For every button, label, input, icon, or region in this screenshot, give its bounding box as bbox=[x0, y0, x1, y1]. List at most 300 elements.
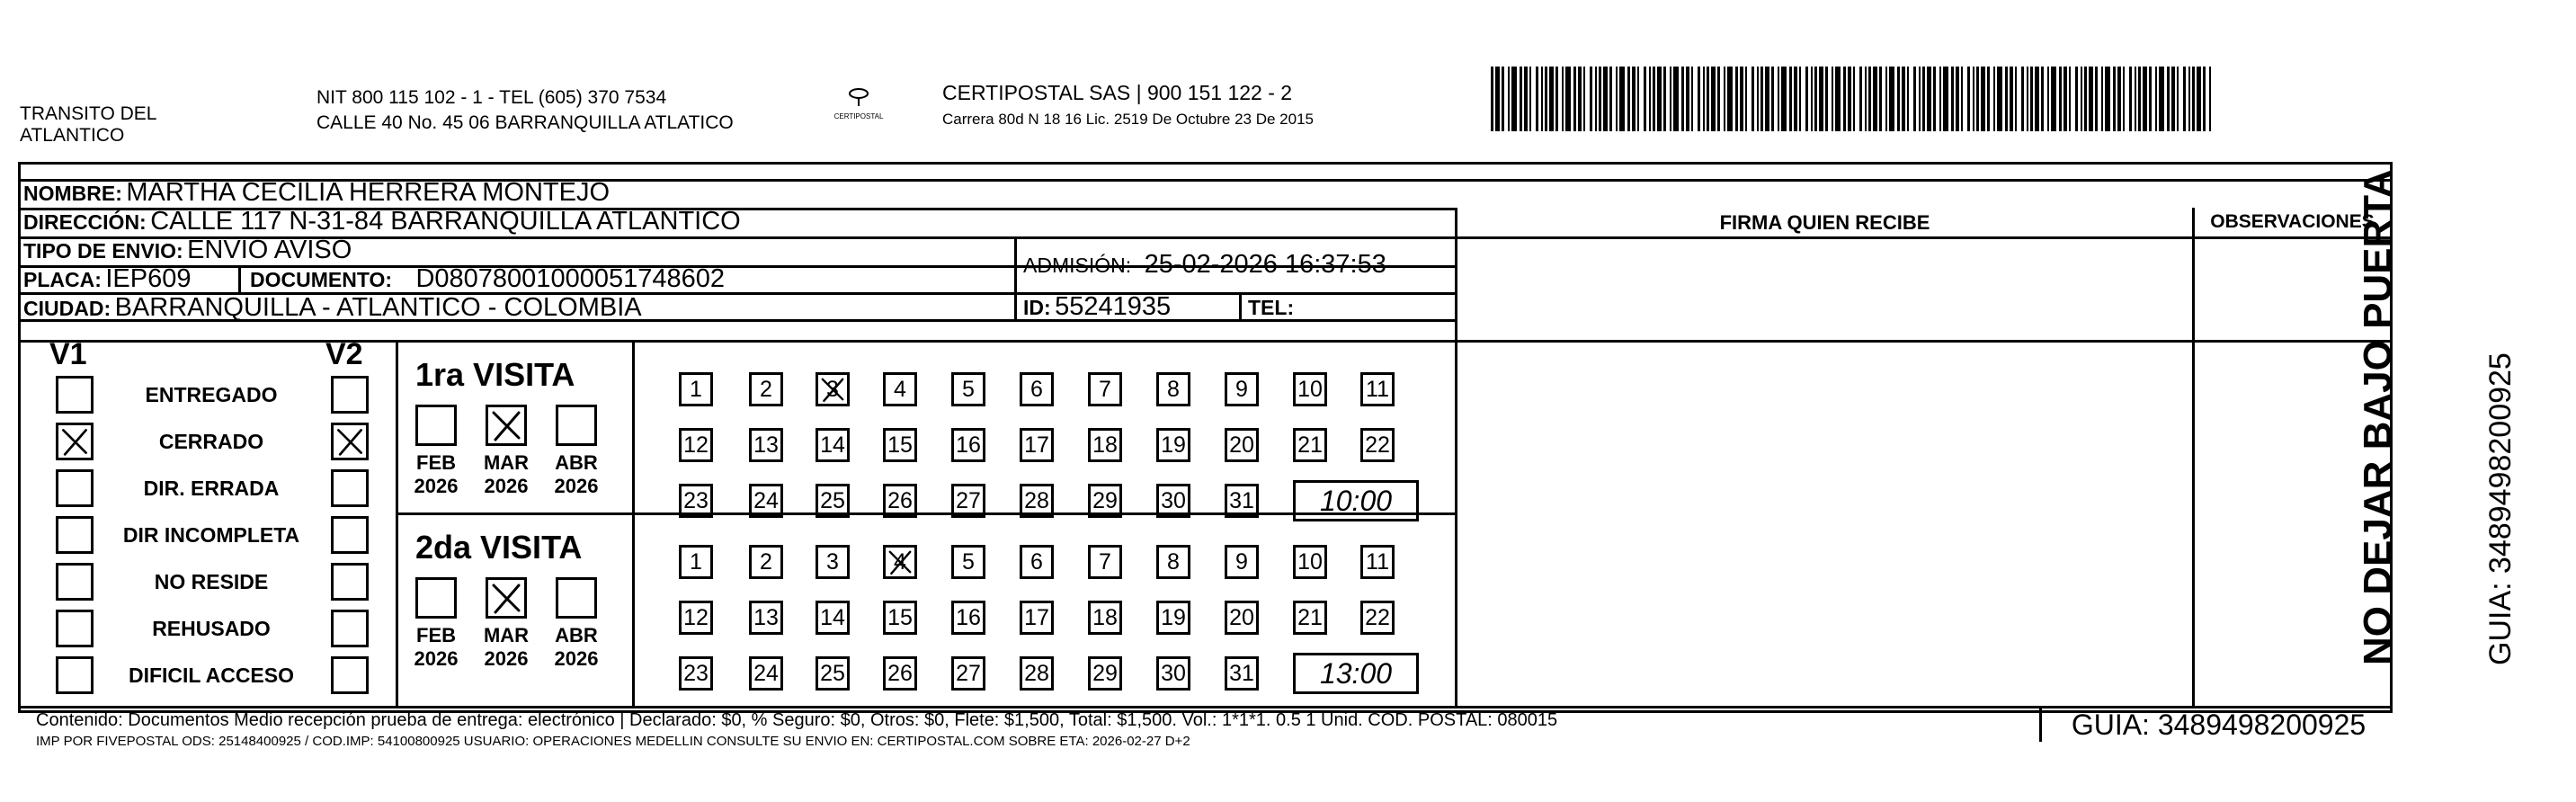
day-number: 25 bbox=[820, 487, 845, 513]
month-checkbox[interactable] bbox=[486, 577, 527, 619]
day-number: 17 bbox=[1024, 432, 1049, 458]
tipo-value: ENVIO AVISO bbox=[187, 236, 352, 264]
day-number: 25 bbox=[820, 660, 845, 686]
day-box-30[interactable] bbox=[1156, 656, 1190, 691]
v1-checkbox[interactable] bbox=[56, 516, 94, 554]
col-line bbox=[2039, 706, 2042, 742]
month-year: 2026 bbox=[484, 647, 529, 670]
barcode bbox=[1491, 67, 2217, 131]
month-name: FEB bbox=[416, 451, 456, 474]
month-name: MAR bbox=[483, 451, 530, 474]
day-number: 23 bbox=[683, 487, 709, 513]
barcode-bar bbox=[2183, 67, 2186, 131]
day-box-14[interactable] bbox=[816, 601, 850, 635]
v2-checkbox[interactable] bbox=[331, 516, 369, 554]
barcode-bar bbox=[1562, 67, 1564, 131]
barcode-bar bbox=[1578, 67, 1582, 131]
day-number: 31 bbox=[1229, 487, 1254, 513]
day-number: 16 bbox=[956, 604, 981, 630]
col-line bbox=[2192, 208, 2195, 708]
status-option-label: DIFICIL ACCESO bbox=[128, 664, 294, 687]
barcode-bar bbox=[1649, 67, 1651, 131]
v2-checkbox[interactable] bbox=[331, 469, 369, 507]
day-box-22[interactable] bbox=[1360, 601, 1395, 635]
barcode-bar bbox=[1573, 67, 1576, 131]
barcode-bar bbox=[2063, 67, 2067, 131]
time-box[interactable]: 10:00 bbox=[1293, 480, 1419, 521]
day-box-7[interactable] bbox=[1088, 372, 1122, 406]
barcode-bar bbox=[2113, 67, 2116, 131]
v1-checkbox[interactable] bbox=[56, 656, 94, 694]
day-number: 9 bbox=[1235, 548, 1248, 575]
barcode-bar bbox=[1943, 67, 1948, 131]
barcode-bar bbox=[1973, 67, 1974, 131]
company-address: Carrera 80d N 18 16 Lic. 2519 De Octubre 23 De 2015 bbox=[942, 111, 1314, 128]
barcode-bar bbox=[2051, 67, 2056, 131]
v1-label: V1 bbox=[49, 337, 87, 371]
barcode-bar bbox=[2167, 67, 2170, 131]
barcode-bar bbox=[1919, 67, 1921, 131]
month-year: 2026 bbox=[554, 647, 599, 670]
day-number: 31 bbox=[1229, 660, 1254, 686]
day-box-16[interactable] bbox=[951, 428, 985, 462]
day-number: 15 bbox=[887, 432, 913, 458]
check-mark-icon bbox=[488, 407, 524, 443]
barcode-bar bbox=[1794, 67, 1797, 131]
day-number: 23 bbox=[683, 660, 709, 686]
day-box-2[interactable] bbox=[749, 545, 783, 579]
day-number: 4 bbox=[894, 548, 906, 575]
barcode-bar bbox=[1511, 67, 1517, 131]
ciudad-value: BARRANQUILLA - ATLANTICO - COLOMBIA bbox=[114, 293, 642, 322]
day-box-8[interactable] bbox=[1156, 545, 1190, 579]
day-box-29[interactable] bbox=[1088, 656, 1122, 691]
v2-checkbox[interactable] bbox=[331, 376, 369, 414]
barcode-bar bbox=[1491, 67, 1493, 131]
barcode-bar bbox=[1879, 67, 1882, 131]
barcode-bar bbox=[1637, 67, 1639, 131]
barcode-bar bbox=[1859, 67, 1862, 131]
barcode-bar bbox=[2117, 67, 2121, 131]
barcode-bar bbox=[2095, 67, 2098, 131]
day-box-4[interactable] bbox=[883, 545, 917, 579]
day-number: 3 bbox=[826, 376, 839, 402]
month-name: ABR bbox=[555, 451, 598, 474]
barcode-bar bbox=[1595, 67, 1597, 131]
direccion-label: DIRECCIÓN: bbox=[23, 210, 147, 234]
barcode-bar bbox=[2123, 67, 2125, 131]
day-number: 21 bbox=[1297, 432, 1323, 458]
day-box-10[interactable] bbox=[1293, 545, 1327, 579]
day-box-9[interactable] bbox=[1225, 545, 1259, 579]
day-number: 10 bbox=[1297, 548, 1323, 575]
day-number: 3 bbox=[826, 548, 839, 575]
barcode-bar bbox=[1663, 67, 1666, 131]
barcode-bar bbox=[1735, 67, 1738, 131]
barcode-bar bbox=[1555, 67, 1558, 131]
status-option-label: CERRADO bbox=[158, 430, 264, 453]
company-name: CERTIPOSTAL SAS | 900 151 122 - 2 bbox=[942, 81, 1293, 104]
day-box-22[interactable] bbox=[1360, 428, 1395, 462]
day-number: 12 bbox=[683, 432, 709, 458]
certipostal-logo bbox=[827, 86, 890, 120]
admision-value: 25-02-2026 16:37:53 bbox=[1144, 250, 1386, 279]
day-box-13[interactable] bbox=[749, 601, 783, 635]
check-mark-icon bbox=[818, 375, 847, 404]
day-box-25[interactable] bbox=[816, 656, 850, 691]
side-guia: GUIA: 3489498200925 bbox=[2483, 352, 2518, 665]
day-number: 26 bbox=[887, 487, 913, 513]
day-number: 24 bbox=[753, 660, 779, 686]
day-box-24[interactable] bbox=[749, 484, 783, 518]
day-box-13[interactable] bbox=[749, 428, 783, 462]
day-box-14[interactable] bbox=[816, 428, 850, 462]
day-box-25[interactable] bbox=[816, 484, 850, 518]
barcode-bar bbox=[1590, 67, 1592, 131]
barcode-bar bbox=[1885, 67, 1887, 131]
documento-label: DOCUMENTO: bbox=[250, 268, 393, 291]
tipo-label: TIPO DE ENVIO: bbox=[23, 239, 183, 263]
barcode-bar bbox=[1545, 67, 1547, 131]
month-label bbox=[475, 451, 538, 498]
status-option-label: DIR INCOMPLETA bbox=[122, 523, 300, 547]
day-number: 5 bbox=[962, 548, 975, 575]
day-box-1[interactable] bbox=[679, 372, 713, 406]
month-checkbox[interactable] bbox=[556, 577, 597, 619]
day-number: 28 bbox=[1024, 660, 1049, 686]
day-number: 6 bbox=[1030, 548, 1043, 575]
v2-checkbox[interactable] bbox=[331, 610, 369, 647]
day-number: 20 bbox=[1229, 604, 1254, 630]
visit-title: 2da VISITA bbox=[415, 529, 583, 566]
barcode-bar bbox=[2209, 67, 2211, 131]
check-mark-icon bbox=[334, 425, 366, 458]
day-number: 2 bbox=[760, 376, 772, 402]
day-number: 12 bbox=[683, 604, 709, 630]
firma-header: FIRMA QUIEN RECIBE bbox=[1719, 211, 1930, 234]
ciudad-label: CIUDAD: bbox=[23, 297, 111, 320]
barcode-bar bbox=[1805, 67, 1808, 131]
barcode-bar bbox=[1599, 67, 1601, 131]
day-box-4[interactable] bbox=[883, 372, 917, 406]
barcode-bar bbox=[1502, 67, 1504, 131]
barcode-bar bbox=[2047, 67, 2049, 131]
col-line bbox=[1239, 292, 1242, 319]
barcode-bar bbox=[2101, 67, 2103, 131]
day-number: 18 bbox=[1092, 432, 1118, 458]
day-number: 7 bbox=[1099, 548, 1111, 575]
barcode-bar bbox=[2159, 67, 2164, 131]
day-number: 26 bbox=[887, 660, 913, 686]
barcode-bar bbox=[1835, 67, 1841, 131]
barcode-bar bbox=[2089, 67, 2093, 131]
day-number: 1 bbox=[690, 376, 702, 402]
barcode-bar bbox=[1707, 67, 1709, 131]
day-number: 22 bbox=[1365, 604, 1390, 630]
day-box-29[interactable] bbox=[1088, 484, 1122, 518]
barcode-bar bbox=[1868, 67, 1871, 131]
day-box-23[interactable] bbox=[679, 656, 713, 691]
day-box-1[interactable] bbox=[679, 545, 713, 579]
day-number: 8 bbox=[1167, 548, 1180, 575]
placa-cell bbox=[23, 264, 191, 294]
col-line bbox=[396, 340, 398, 708]
check-mark-icon bbox=[886, 548, 914, 576]
day-box-15[interactable] bbox=[883, 601, 917, 635]
barcode-bar bbox=[1939, 67, 1941, 131]
col-line bbox=[1455, 208, 1457, 708]
day-box-12[interactable] bbox=[679, 601, 713, 635]
barcode-bar bbox=[1698, 67, 1700, 131]
day-number: 27 bbox=[956, 487, 981, 513]
barcode-bar bbox=[1951, 67, 1954, 131]
day-box-23[interactable] bbox=[679, 484, 713, 518]
day-box-21[interactable] bbox=[1293, 428, 1327, 462]
v1-checkbox[interactable] bbox=[56, 376, 94, 414]
day-box-3[interactable] bbox=[816, 372, 850, 406]
barcode-bar bbox=[1727, 67, 1733, 131]
day-box-7[interactable] bbox=[1088, 545, 1122, 579]
barcode-bar bbox=[1724, 67, 1725, 131]
v2-checkbox[interactable] bbox=[331, 563, 369, 601]
day-number: 30 bbox=[1161, 487, 1186, 513]
day-box-28[interactable] bbox=[1020, 484, 1054, 518]
day-number: 19 bbox=[1161, 432, 1186, 458]
barcode-bar bbox=[1703, 67, 1705, 131]
day-number: 5 bbox=[962, 376, 975, 402]
month-year: 2026 bbox=[484, 475, 529, 497]
month-label bbox=[475, 624, 538, 671]
barcode-bar bbox=[1907, 67, 1909, 131]
day-number: 18 bbox=[1092, 604, 1118, 630]
barcode-bar bbox=[1686, 67, 1689, 131]
day-box-26[interactable] bbox=[883, 484, 917, 518]
barcode-bar bbox=[1673, 67, 1679, 131]
day-number: 20 bbox=[1229, 432, 1254, 458]
barcode-bar bbox=[1529, 67, 1531, 131]
day-number: 29 bbox=[1092, 487, 1118, 513]
barcode-bar bbox=[2084, 67, 2087, 131]
day-box-31[interactable] bbox=[1225, 484, 1259, 518]
day-number: 24 bbox=[753, 487, 779, 513]
day-box-19[interactable] bbox=[1156, 601, 1190, 635]
barcode-bar bbox=[1865, 67, 1867, 131]
day-box-6[interactable] bbox=[1020, 372, 1054, 406]
placa-value: IEP609 bbox=[105, 264, 192, 293]
tipo-row bbox=[23, 236, 352, 265]
id-cell bbox=[1023, 292, 1171, 322]
barcode-bar bbox=[1632, 67, 1636, 131]
status-option-label: DIR. ERRADA bbox=[143, 477, 280, 500]
month-year: 2026 bbox=[414, 647, 459, 670]
day-number: 8 bbox=[1167, 376, 1180, 402]
barcode-bar bbox=[1549, 67, 1554, 131]
barcode-bar bbox=[1760, 67, 1763, 131]
barcode-bar bbox=[1967, 67, 1970, 131]
barcode-bar bbox=[1670, 67, 1671, 131]
barcode-bar bbox=[1609, 67, 1612, 131]
barcode-bar bbox=[2143, 67, 2147, 131]
barcode-bar bbox=[1897, 67, 1900, 131]
barcode-bar bbox=[1653, 67, 1655, 131]
day-box-18[interactable] bbox=[1088, 428, 1122, 462]
v1-checkbox[interactable] bbox=[56, 469, 94, 507]
status-option-label: ENTREGADO bbox=[145, 383, 278, 406]
footer-line bbox=[18, 706, 2393, 708]
day-box-21[interactable] bbox=[1293, 601, 1327, 635]
barcode-bar bbox=[1711, 67, 1716, 131]
barcode-bar bbox=[1976, 67, 1979, 131]
day-box-9[interactable] bbox=[1225, 372, 1259, 406]
barcode-bar bbox=[2105, 67, 2110, 131]
placa-label: PLACA: bbox=[23, 268, 102, 291]
sender-nit: NIT 800 115 102 - 1 - TEL (605) 370 7534 bbox=[316, 87, 667, 108]
day-number: 11 bbox=[1366, 376, 1389, 402]
day-number: 6 bbox=[1030, 376, 1043, 402]
day-box-26[interactable] bbox=[883, 656, 917, 691]
logo-text: CERTIPOSTAL bbox=[833, 112, 884, 120]
barcode-bar bbox=[1853, 67, 1855, 131]
documento-cell bbox=[250, 264, 725, 294]
day-box-5[interactable] bbox=[951, 372, 985, 406]
day-box-12[interactable] bbox=[679, 428, 713, 462]
barcode-bar bbox=[1781, 67, 1787, 131]
barcode-bar bbox=[1603, 67, 1608, 131]
month-checkbox[interactable] bbox=[415, 405, 457, 446]
day-box-28[interactable] bbox=[1020, 656, 1054, 691]
barcode-bar bbox=[1789, 67, 1792, 131]
barcode-bar bbox=[2041, 67, 2044, 131]
day-box-11[interactable] bbox=[1360, 545, 1395, 579]
day-number: 29 bbox=[1092, 660, 1118, 686]
documento-value: D08078001000051748602 bbox=[415, 264, 725, 293]
col-line bbox=[238, 265, 241, 294]
barcode-bar bbox=[2177, 67, 2179, 131]
barcode-bar bbox=[1717, 67, 1720, 131]
day-number: 15 bbox=[887, 604, 913, 630]
barcode-bar bbox=[2155, 67, 2157, 131]
barcode-bar bbox=[1987, 67, 1990, 131]
barcode-bar bbox=[1799, 67, 1801, 131]
day-number: 13 bbox=[753, 432, 779, 458]
day-box-17[interactable] bbox=[1020, 428, 1054, 462]
visit-title: 1ra VISITA bbox=[415, 356, 575, 393]
status-option-label: REHUSADO bbox=[152, 617, 271, 640]
day-box-24[interactable] bbox=[749, 656, 783, 691]
day-box-8[interactable] bbox=[1156, 372, 1190, 406]
day-number: 11 bbox=[1366, 548, 1389, 575]
logo-icon bbox=[845, 86, 872, 108]
barcode-bar bbox=[1508, 67, 1510, 131]
nombre-value: MARTHA CECILIA HERRERA MONTEJO bbox=[126, 178, 611, 207]
v1-checkbox[interactable] bbox=[56, 423, 94, 460]
barcode-bar bbox=[1927, 67, 1931, 131]
day-box-17[interactable] bbox=[1020, 601, 1054, 635]
day-box-2[interactable] bbox=[749, 372, 783, 406]
barcode-bar bbox=[1993, 67, 1995, 131]
barcode-bar bbox=[1902, 67, 1905, 131]
v1-checkbox[interactable] bbox=[56, 563, 94, 601]
barcode-bar bbox=[1495, 67, 1500, 131]
ciudad-cell bbox=[23, 293, 642, 323]
barcode-bar bbox=[1873, 67, 1877, 131]
barcode-bar bbox=[1536, 67, 1538, 131]
row-line bbox=[18, 340, 2393, 343]
day-box-27[interactable] bbox=[951, 656, 985, 691]
day-box-20[interactable] bbox=[1225, 428, 1259, 462]
sender-address: CALLE 40 No. 45 06 BARRANQUILLA ATLATICO bbox=[316, 112, 734, 133]
day-number: 1 bbox=[690, 548, 702, 575]
admision-cell bbox=[1023, 250, 1386, 280]
check-mark-icon bbox=[488, 580, 524, 616]
barcode-bar bbox=[2081, 67, 2082, 131]
row-line bbox=[18, 236, 2393, 239]
day-number: 7 bbox=[1099, 376, 1111, 402]
org-name-line1: TRANSITO DEL bbox=[20, 103, 157, 124]
day-box-18[interactable] bbox=[1088, 601, 1122, 635]
month-year: 2026 bbox=[414, 475, 459, 497]
day-number: 22 bbox=[1365, 432, 1390, 458]
barcode-bar bbox=[1691, 67, 1693, 131]
barcode-bar bbox=[2010, 67, 2013, 131]
nombre-row bbox=[23, 178, 610, 208]
barcode-bar bbox=[2171, 67, 2175, 131]
barcode-bar bbox=[1832, 67, 1833, 131]
day-box-27[interactable] bbox=[951, 484, 985, 518]
barcode-bar bbox=[2035, 67, 2039, 131]
form-frame bbox=[18, 162, 2393, 713]
day-number: 4 bbox=[894, 376, 906, 402]
footer-contenido: Contenido: Documentos Medio recepción prueba de entrega: electrónico | Declarado: $0, % Seguro: $0, Otros: $0, Flete: $1,500, Total: $1,500. Vol.: 1*1*1. 0.5 1 Unid. COD. POSTAL: 080015 bbox=[36, 710, 1558, 730]
direccion-row bbox=[23, 207, 741, 236]
day-box-15[interactable] bbox=[883, 428, 917, 462]
nombre-label: NOMBRE: bbox=[23, 182, 122, 205]
v2-checkbox[interactable] bbox=[331, 423, 369, 460]
day-box-20[interactable] bbox=[1225, 601, 1259, 635]
barcode-bar bbox=[1771, 67, 1774, 131]
day-box-11[interactable] bbox=[1360, 372, 1395, 406]
month-checkbox[interactable] bbox=[415, 577, 457, 619]
barcode-bar bbox=[2015, 67, 2017, 131]
org-name bbox=[20, 103, 156, 147]
barcode-bar bbox=[1541, 67, 1543, 131]
day-box-5[interactable] bbox=[951, 545, 985, 579]
day-box-16[interactable] bbox=[951, 601, 985, 635]
month-name: ABR bbox=[555, 624, 598, 646]
month-name: MAR bbox=[483, 624, 530, 646]
time-box[interactable]: 13:00 bbox=[1293, 653, 1419, 694]
day-number: 14 bbox=[820, 604, 845, 630]
day-box-3[interactable] bbox=[816, 545, 850, 579]
day-number: 2 bbox=[760, 548, 772, 575]
barcode-bar bbox=[1961, 67, 1963, 131]
barcode-bar bbox=[1524, 67, 1528, 131]
barcode-bar bbox=[1811, 67, 1813, 131]
month-checkbox[interactable] bbox=[556, 405, 597, 446]
month-checkbox[interactable] bbox=[486, 405, 527, 446]
month-year: 2026 bbox=[554, 475, 599, 497]
day-box-10[interactable] bbox=[1293, 372, 1327, 406]
day-box-19[interactable] bbox=[1156, 428, 1190, 462]
v1-checkbox[interactable] bbox=[56, 610, 94, 647]
day-box-6[interactable] bbox=[1020, 545, 1054, 579]
observaciones-header: OBSERVACIONES bbox=[2210, 211, 2375, 232]
v2-checkbox[interactable] bbox=[331, 656, 369, 694]
barcode-bar bbox=[1627, 67, 1630, 131]
tel-cell bbox=[1248, 292, 1294, 322]
day-box-31[interactable] bbox=[1225, 656, 1259, 691]
day-box-30[interactable] bbox=[1156, 484, 1190, 518]
